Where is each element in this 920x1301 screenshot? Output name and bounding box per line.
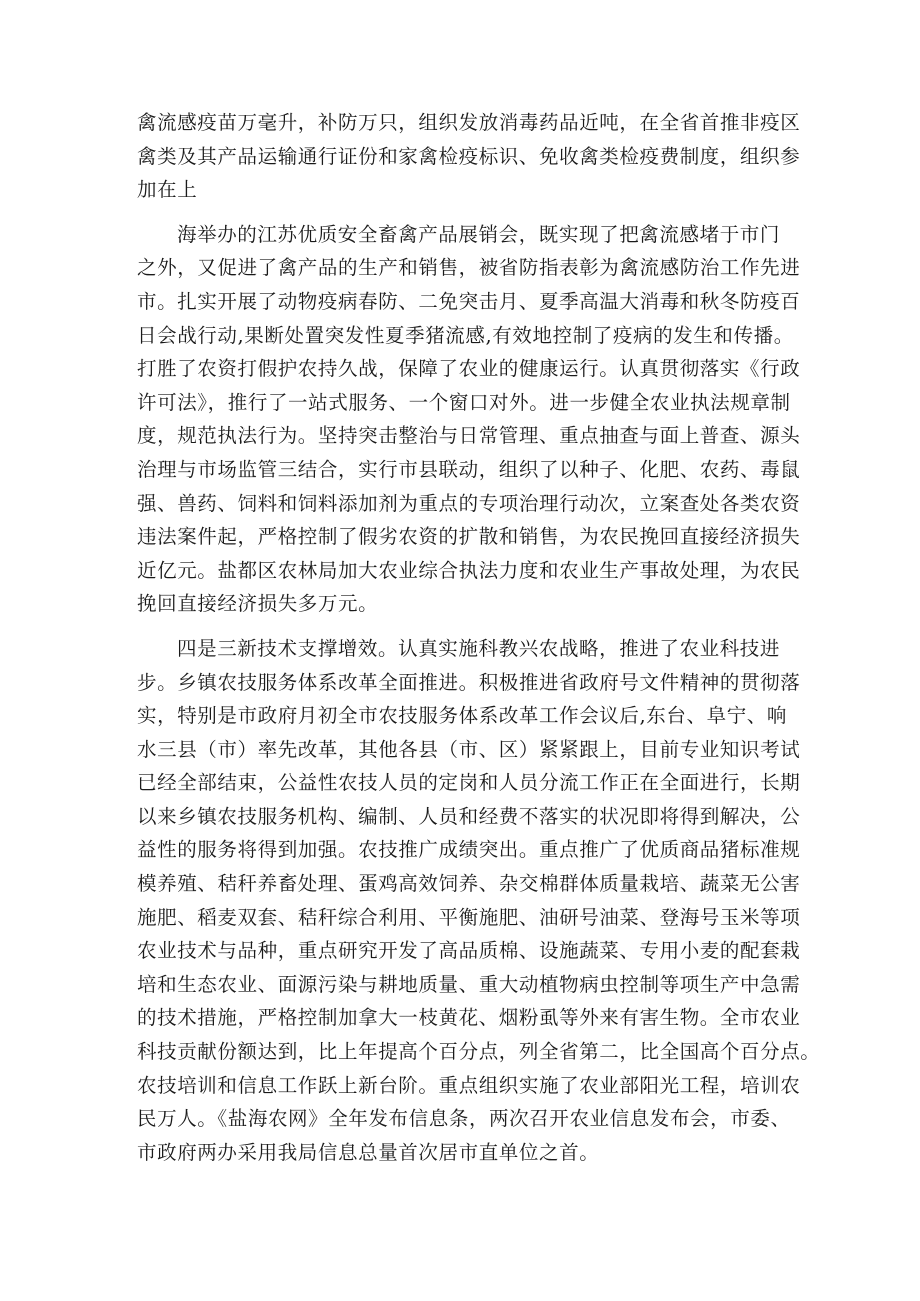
text-line: 民万人。《盐海农网》全年发布信息条，两次召开农业信息发布会，市委、 (137, 1107, 791, 1131)
paragraph (137, 632, 821, 1170)
text-line: 挽回直接经济损失多万元。 (137, 592, 379, 616)
text-line: 四是三新技术支撑增效。认真实施科教兴农战略，推进了农业科技进 (177, 636, 781, 660)
text-line: 禽流感疫苗万毫升，补防万只，组织发放消毒药品近吨，在全省首推非疫区 (137, 111, 801, 134)
paragraph (137, 218, 801, 621)
paragraph (137, 106, 801, 207)
text-line: 违法案件起，严格控制了假劣农资的扩散和销售，为农民挽回直接经济损失 (137, 525, 801, 549)
paragraph-spacer (137, 621, 797, 632)
text-line: 市政府两办采用我局信息总量首次居市直单位之首。 (137, 1140, 600, 1164)
text-line: 已经全部结束，公益性农技人员的定岗和人员分流工作正在全面进行，长期 (137, 771, 801, 795)
body-text (137, 106, 821, 1169)
text-line: 之外，又促进了禽产品的生产和销售，被省防指表彰为禽流感防治工作先进 (137, 256, 801, 280)
text-line: 市。扎实开展了动物疫病春防、二免突击月、夏季高温大消毒和秋冬防疫百 (137, 289, 801, 313)
text-line: 的技术措施，严格控制加拿大一枝黄花、烟粉虱等外来有害生物。全市农业 (137, 1006, 801, 1030)
text-line: 加在上 (137, 178, 198, 202)
text-line: 海举办的江苏优质安全畜禽产品展销会，既实现了把禽流感堵于市门 (177, 222, 781, 246)
text-line: 农技培训和信息工作跃上新台阶。重点组织实施了农业部阳光工程，培训农 (137, 1073, 801, 1097)
text-line: 施肥、稻麦双套、秸秆综合利用、平衡施肥、油研号油菜、登海号玉米等项 (137, 905, 801, 929)
text-line: 培和生态农业、面源污染与耕地质量、重大动植物病虫控制等项生产中急需 (137, 972, 801, 996)
text-line: 以来乡镇农技服务机构、编制、人员和经费不落实的状况即将得到解决，公 (137, 804, 801, 828)
text-line: 度，规范执法行为。坚持突击整治与日常管理、重点抽查与面上普查、源头 (137, 424, 801, 448)
text-line: 日会战行动,果断处置突发性夏季猪流感,有效地控制了疫病的发生和传播。 (137, 323, 794, 347)
text-line: 科技贡献份额达到，比上年提高个百分点，列全省第二，比全国高个百分点。 (137, 1040, 821, 1064)
text-line: 强、兽药、饲料和饲料添加剂为重点的专项治理行动次，立案查处各类农资 (137, 491, 801, 515)
text-line: 近亿元。盐都区农林局加大农业综合执法力度和农业生产事故处理，为农民 (137, 558, 801, 582)
paragraph-spacer (137, 207, 797, 218)
text-line: 许可法》，推行了一站式服务、一个窗口对外。进一步健全农业执法规章制 (137, 390, 791, 414)
text-line: 打胜了农资打假护农持久战，保障了农业的健康运行。认真贯彻落实《行政 (137, 357, 801, 381)
text-line: 模养殖、秸秆养畜处理、蛋鸡高效饲养、杂交棉群体质量栽培、蔬菜无公害 (137, 872, 801, 896)
text-line: 治理与市场监管三结合，实行市县联动，组织了以种子、化肥、农药、毒鼠 (137, 457, 801, 481)
text-line: 水三县（市）率先改革，其他各县（市、区）紧紧跟上，目前专业知识考试 (137, 737, 801, 761)
text-line: 禽类及其产品运输通行证份和家禽检疫标识、免收禽类检疫费制度，组织参 (137, 144, 801, 168)
text-line: 益性的服务将得到加强。农技推广成绩突出。重点推广了优质商品猪标准规 (137, 838, 801, 862)
text-line: 步。乡镇农技服务体系改革全面推进。积极推进省政府号文件精神的贯彻落 (137, 670, 801, 694)
text-line: 实，特别是市政府月初全市农技服务体系改革工作会议后,东台、阜宁、响 (137, 704, 787, 728)
text-line: 农业技术与品种，重点研究开发了高品质棉、设施蔬菜、专用小麦的配套栽 (137, 939, 801, 963)
